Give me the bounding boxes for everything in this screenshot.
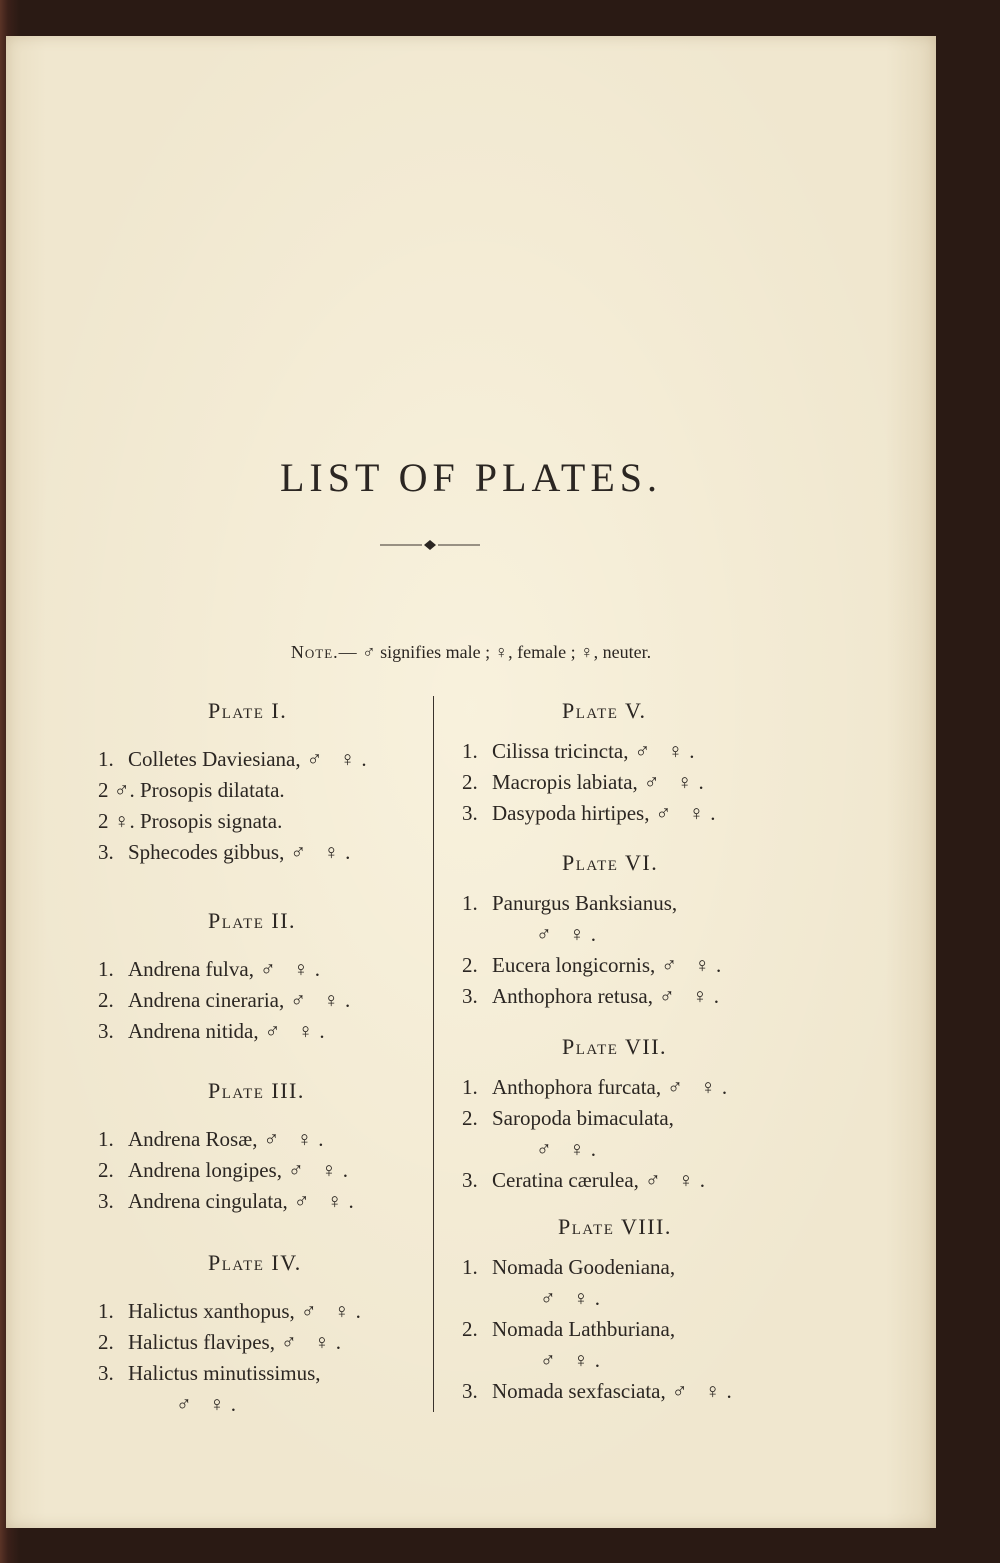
item-name: Andrena longipes, (128, 1158, 282, 1182)
sex-symbols: ♂ ♀. (306, 747, 373, 771)
plate-item (462, 736, 721, 767)
sex-symbols: ♂ ♀. (264, 1019, 331, 1043)
plate-section (462, 696, 721, 829)
sex-symbols: ♂ ♀. (643, 770, 710, 794)
item-number: 2. (98, 1330, 114, 1354)
plate-item (462, 1165, 733, 1196)
item-name: Nomada Goodeniana, (492, 1255, 676, 1279)
item-number: 1. (98, 747, 114, 771)
plate-item (98, 1155, 360, 1186)
item-number: 2. (462, 953, 478, 977)
plate-section (462, 1212, 738, 1407)
plate-heading: Plate VII. (562, 1034, 668, 1059)
plate-section (462, 1032, 733, 1196)
item-number: 2. (462, 1317, 478, 1341)
sex-symbols: ♂ ♀. (287, 1158, 354, 1182)
item-name: Nomada Lathburiana, (492, 1317, 676, 1341)
column-divider (433, 696, 434, 1412)
item-number: 1. (98, 1299, 114, 1323)
item-name: Andrena cineraria, (128, 988, 285, 1012)
item-number: 3. (462, 1379, 478, 1403)
plate-item (462, 1376, 738, 1407)
plate-heading: Plate IV. (208, 1250, 302, 1275)
item-name: Prosopis dilatata. (140, 778, 285, 802)
plate-section (98, 1076, 360, 1217)
sex-symbols: ♂ ♀. (536, 1137, 602, 1161)
sex-symbols: ♂ ♀. (293, 1189, 360, 1213)
plate-section (98, 1248, 367, 1420)
plate-item (462, 798, 721, 829)
item-number: 3. (462, 984, 478, 1008)
item-name: Andrena fulva, (128, 957, 254, 981)
plate-item (98, 954, 356, 985)
plate-item (98, 744, 373, 775)
item-name: Andrena cingulata, (128, 1189, 288, 1213)
item-number: 2 ♀. (98, 809, 135, 833)
item-name: Andrena nitida, (128, 1019, 259, 1043)
plate-item-continuation (462, 1134, 733, 1165)
item-number: 2. (462, 1106, 478, 1130)
item-name: Macropis labiata, (492, 770, 638, 794)
item-number: 3. (462, 1168, 478, 1192)
plate-item (462, 888, 727, 919)
plate-item-continuation (462, 1345, 738, 1376)
sex-symbols: ♂ ♀. (658, 984, 725, 1008)
plate-item (98, 1016, 356, 1047)
plate-item-continuation (462, 1283, 738, 1314)
plate-section (462, 848, 727, 1012)
book-page (6, 36, 936, 1528)
item-name: Ceratina cærulea, (492, 1168, 639, 1192)
sex-symbols: ♂ ♀. (536, 922, 602, 946)
plate-item (462, 981, 727, 1012)
item-number: 1. (98, 957, 114, 981)
plate-item (98, 1186, 360, 1217)
sex-symbols: ♂ ♀. (540, 1286, 606, 1310)
plate-item (462, 1072, 733, 1103)
plate-item-continuation (98, 1389, 367, 1420)
item-name: Halictus flavipes, (128, 1330, 275, 1354)
plate-item (98, 985, 356, 1016)
sex-symbols: ♂ ♀. (280, 1330, 347, 1354)
plate-item (462, 1252, 738, 1283)
plate-heading: Plate III. (208, 1078, 305, 1103)
sex-symbols: ♂ ♀. (259, 957, 326, 981)
sex-symbols: ♂ ♀. (644, 1168, 711, 1192)
plate-item (98, 1358, 367, 1389)
item-number: 1. (462, 1255, 478, 1279)
plate-item (98, 806, 373, 837)
sex-symbols: ♂ ♀. (634, 739, 701, 763)
item-name: Prosopis signata. (140, 809, 283, 833)
item-name: Halictus xanthopus, (128, 1299, 295, 1323)
item-name: Anthophora furcata, (492, 1075, 662, 1099)
note-lead: Note.— (290, 642, 358, 662)
item-number: 2 ♂. (98, 778, 135, 802)
item-number: 2. (98, 1158, 114, 1182)
item-number: 2. (462, 770, 478, 794)
plate-section (98, 906, 356, 1047)
item-name: Eucera longicornis, (492, 953, 656, 977)
sex-symbols: ♂ ♀. (300, 1299, 367, 1323)
item-name: Sphecodes gibbus, (128, 840, 285, 864)
sex-symbols: ♂ ♀. (540, 1348, 606, 1372)
item-number: 1. (462, 891, 478, 915)
plate-heading: Plate V. (562, 698, 647, 723)
item-name: Andrena Rosæ, (128, 1127, 258, 1151)
item-number: 1. (98, 1127, 114, 1151)
sex-symbols: ♂ ♀. (671, 1379, 738, 1403)
sex-symbols: ♂ ♀. (290, 840, 357, 864)
page-title: LIST OF PLATES. (279, 455, 663, 500)
plate-item (98, 1327, 367, 1358)
plate-heading: Plate VIII. (558, 1214, 672, 1239)
sex-symbols: ♂ ♀. (290, 988, 357, 1012)
item-number: 2. (98, 988, 114, 1012)
note-text: ♂ signifies male ; ♀, female ; ♀, neuter. (357, 642, 652, 662)
item-number: 3. (98, 840, 114, 864)
plate-heading: Plate II. (208, 908, 297, 933)
item-number: 3. (98, 1019, 114, 1043)
sex-symbols: ♂ ♀. (263, 1127, 330, 1151)
plate-item (462, 767, 721, 798)
plate-item (98, 775, 373, 806)
item-name: Nomada sexfasciata, (492, 1379, 666, 1403)
item-number: 3. (98, 1189, 114, 1213)
plate-heading: Plate I. (208, 698, 288, 723)
item-number: 3. (98, 1361, 114, 1385)
item-name: Panurgus Banksianus, (492, 891, 678, 915)
plate-item (98, 1124, 360, 1155)
plate-item (462, 950, 727, 981)
plate-section (98, 696, 373, 868)
ornament-divider (380, 538, 480, 552)
sex-symbols: ♂ ♀. (176, 1392, 242, 1416)
sex-symbols: ♂ ♀. (655, 801, 722, 825)
item-name: Saropoda bimaculata, (492, 1106, 674, 1130)
sex-symbols: ♂ ♀. (667, 1075, 734, 1099)
item-number: 1. (462, 1075, 478, 1099)
item-name: Dasypoda hirtipes, (492, 801, 650, 825)
item-number: 1. (462, 739, 478, 763)
item-name: Halictus minutissimus, (128, 1361, 321, 1385)
plate-heading: Plate VI. (562, 850, 659, 875)
plate-item (98, 1296, 367, 1327)
plate-item (462, 1103, 733, 1134)
plate-item (98, 837, 373, 868)
note-line (6, 642, 936, 663)
plate-item (462, 1314, 738, 1345)
item-name: Colletes Daviesiana, (128, 747, 301, 771)
item-number: 3. (462, 801, 478, 825)
sex-symbols: ♂ ♀. (661, 953, 728, 977)
item-name: Anthophora retusa, (492, 984, 653, 1008)
item-name: Cilissa tricincta, (492, 739, 629, 763)
plate-item-continuation (462, 919, 727, 950)
